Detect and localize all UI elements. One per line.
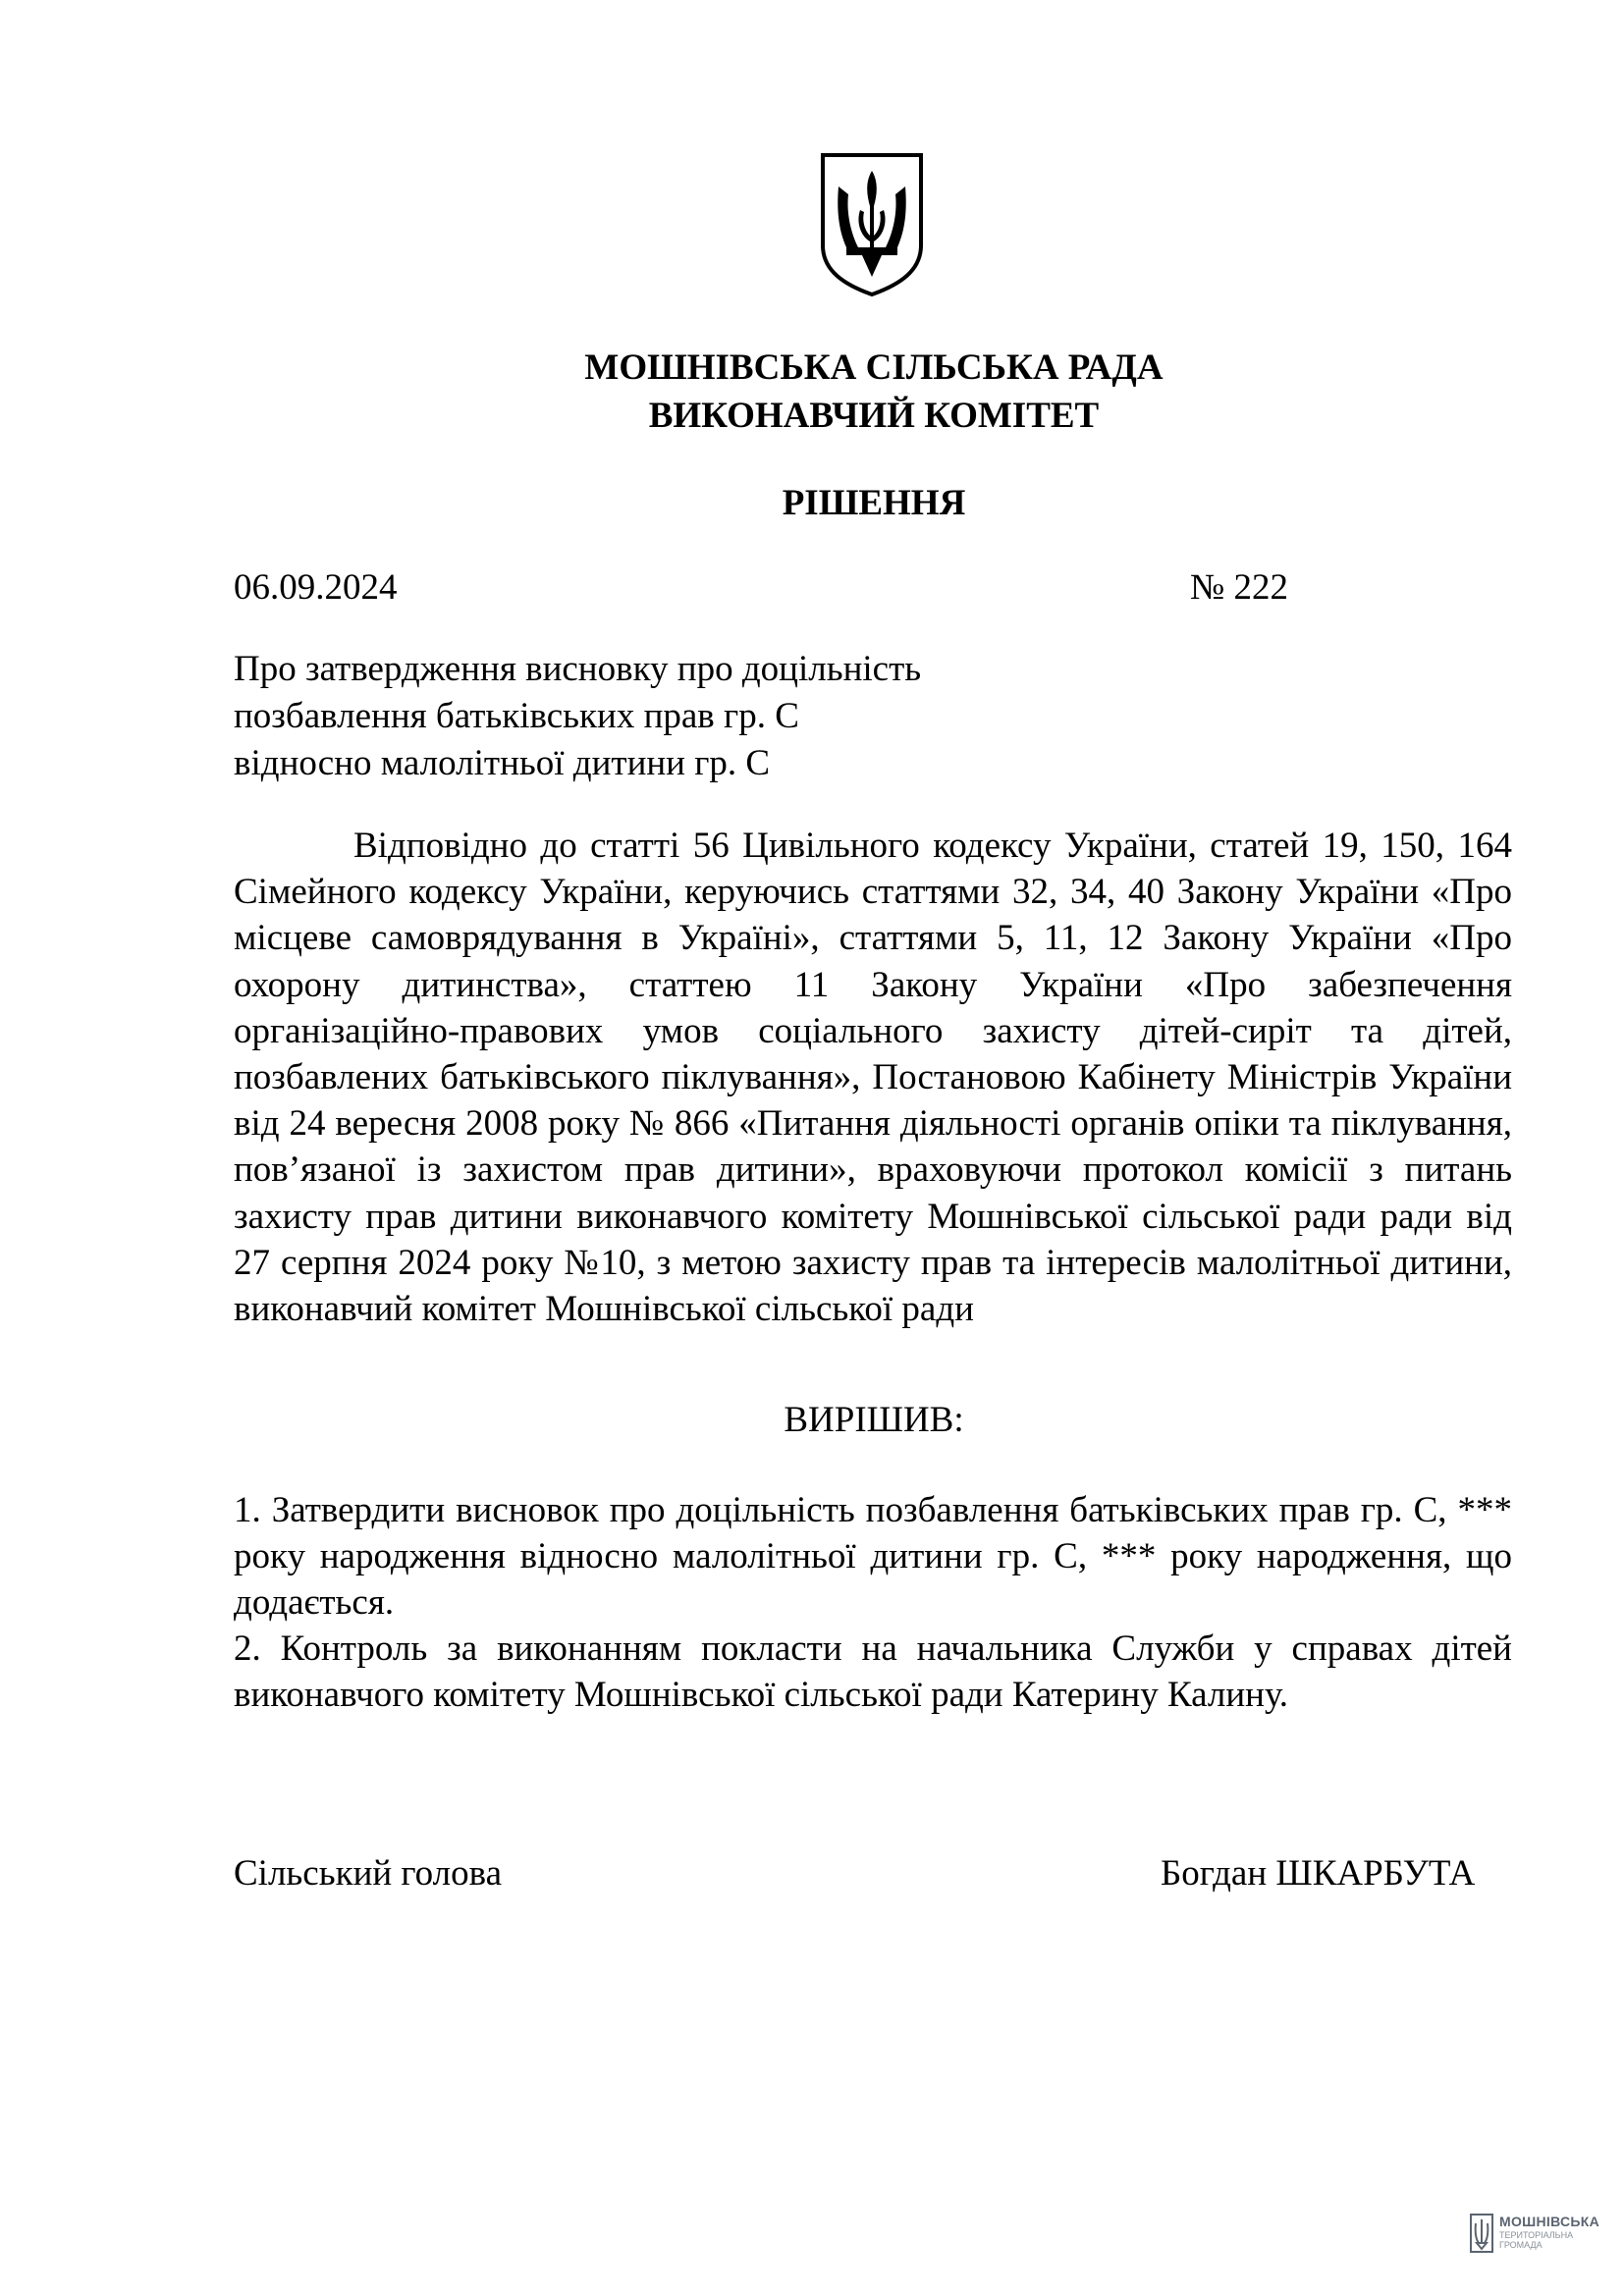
- ukraine-trident-icon: [817, 151, 927, 298]
- logo-line-2: ТЕРИТОРІАЛЬНА: [1499, 2230, 1574, 2240]
- community-trident-logo-icon: [1470, 2214, 1493, 2253]
- logo-line-3: ГРОМАДА: [1499, 2240, 1543, 2250]
- community-logo: [1470, 2212, 1600, 2257]
- logo-subtitle: [1499, 2230, 1573, 2250]
- document-title: РІШЕННЯ: [782, 483, 966, 523]
- subject-line-2: позбавлення батьківських прав гр. С: [234, 696, 799, 736]
- organization-name: [0, 344, 1624, 440]
- decision-items: [234, 1487, 1512, 1718]
- document-subject: [234, 646, 921, 787]
- document-number: № 222: [1190, 567, 1289, 608]
- signatory-name: Богдан ШКАРБУТА: [1161, 1853, 1476, 1894]
- decision-item-2: 2. Контроль за виконанням покласти на начальника Служби у справах дітей виконавчого комітету Мошнівської сільської ради Катерину Калину.: [234, 1629, 1512, 1715]
- org-line-1: МОШНІВСЬКА СІЛЬСЬКА РАДА: [584, 347, 1164, 388]
- decided-heading: ВИРІШИВ:: [784, 1400, 964, 1440]
- subject-line-1: Про затвердження висновку про доцільність: [234, 649, 922, 689]
- logo-line-1: МОШНІВСЬКА: [1499, 2214, 1600, 2229]
- document-date: 06.09.2024: [234, 567, 398, 608]
- subject-line-3: відносно малолітньої дитини гр. С: [234, 743, 771, 783]
- org-line-2: ВИКОНАВЧИЙ КОМІТЕТ: [648, 396, 1100, 436]
- decision-item-1: 1. Затвердити висновок про доцільність позбавлення батьківських прав гр. С, *** року народження відносно малолітньої дитини гр. С, *** року народження, що додається.: [234, 1490, 1512, 1623]
- preamble-paragraph: Відповідно до статті 56 Цивільного кодексу України, статей 19, 150, 164 Сімейного кодексу України, керуючись статтями 32, 34, 40 Закону України «Про місцеве самоврядування в Україні», статтями 5, 11, 12 Закону України «Про охорону дитинства», статтею 11 Закону України «Про забезпечення організаційно-правових умов соціального захисту дітей-сиріт та дітей, позбавлених батьківського піклування», Постановою Кабінету Міністрів України від 24 вересня 2008 року № 866 «Питання діяльності органів опіки та піклування, пов’язаної із захистом прав дитини», враховуючи протокол комісії з питань захисту прав дитини виконавчого комітету Мошнівської сільської ради ради від 27 серпня 2024 року №10, з метою захисту прав та інтересів малолітньої дитини, виконавчий комітет Мошнівської сільської ради: [234, 826, 1512, 1330]
- signatory-title: Сільський голова: [234, 1853, 503, 1894]
